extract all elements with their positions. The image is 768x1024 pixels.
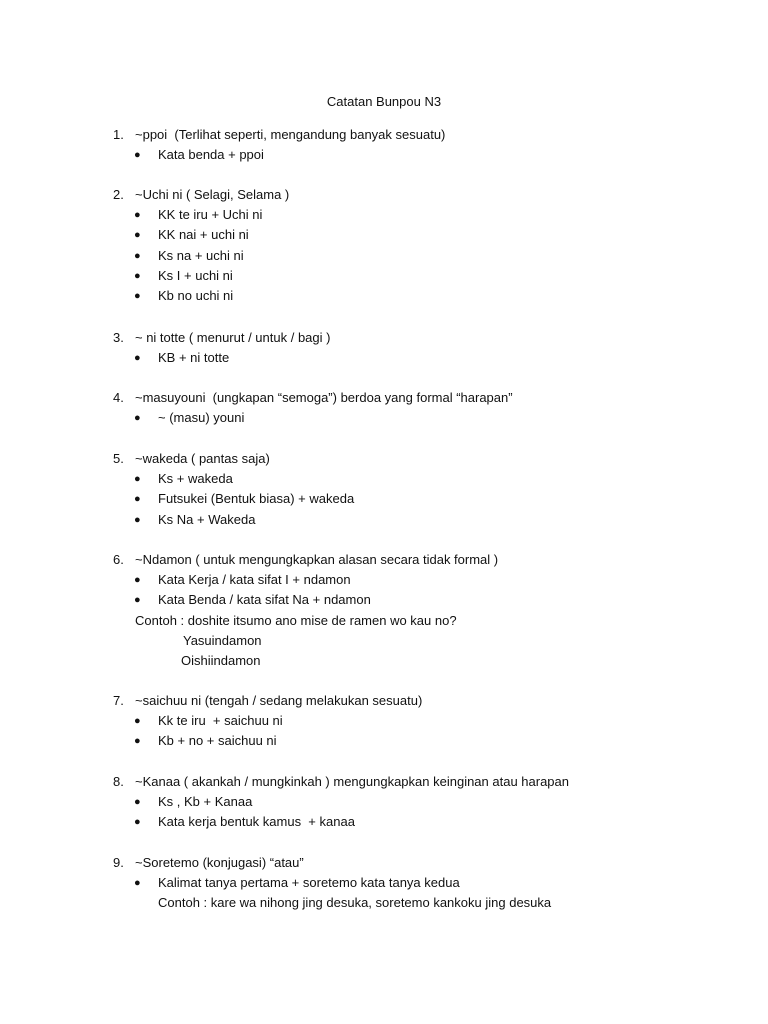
section-heading: ~saichuu ni (tengah / sedang melakukan sesuatu) xyxy=(135,693,423,708)
section-number: 6. xyxy=(113,552,124,567)
bullet-text: KK te iru + Uchi ni xyxy=(158,207,263,223)
bullet-dot-icon: ● xyxy=(134,269,141,282)
bullet-item xyxy=(0,489,768,509)
section-number: 3. xyxy=(113,330,124,345)
section-heading-line xyxy=(0,853,768,873)
section-5 xyxy=(0,449,768,530)
section-heading-line xyxy=(0,550,768,570)
bullet-text: Kata benda + ppoi xyxy=(158,147,264,163)
bullet-dot-icon: ● xyxy=(134,209,141,222)
section-heading-line xyxy=(0,328,768,348)
bullet-dot-icon: ● xyxy=(134,249,141,262)
bullet-text: Ks na + uchi ni xyxy=(158,247,244,263)
bullet-item xyxy=(0,225,768,245)
section-9 xyxy=(0,853,768,914)
section-1 xyxy=(0,125,768,165)
bullet-dot-icon: ● xyxy=(134,574,141,587)
bullet-item xyxy=(0,145,768,165)
example-line xyxy=(0,611,768,631)
section-heading: ~ppoi (Terlihat seperti, mengandung banyak sesuatu) xyxy=(135,127,446,142)
section-6 xyxy=(0,550,768,671)
bullet-text: Ks I + uchi ni xyxy=(158,267,233,283)
example-line xyxy=(0,651,768,671)
bullet-text: Futsukei (Bentuk biasa) + wakeda xyxy=(158,491,355,507)
bullet-item xyxy=(0,792,768,812)
bullet-item xyxy=(0,286,768,306)
bullet-dot-icon: ● xyxy=(134,412,141,425)
bullet-item xyxy=(0,510,768,530)
bullet-dot-icon: ● xyxy=(134,594,141,607)
section-7 xyxy=(0,691,768,752)
section-heading: ~Uchi ni ( Selagi, Selama ) xyxy=(135,187,290,202)
bullet-text: Kb no uchi ni xyxy=(158,287,234,303)
bullet-item xyxy=(0,873,768,893)
bullet-item xyxy=(0,246,768,266)
section-2 xyxy=(0,185,768,306)
section-heading: ~Soretemo (konjugasi) “atau” xyxy=(135,855,304,870)
bullet-text: Kata Kerja / kata sifat I + ndamon xyxy=(158,572,351,588)
bullet-dot-icon: ● xyxy=(134,289,141,302)
bullet-text: Kb + no + saichuu ni xyxy=(158,733,277,749)
bullet-dot-icon: ● xyxy=(134,877,141,890)
bullet-dot-icon: ● xyxy=(134,149,141,162)
bullet-text: Ks , Kb + Kanaa xyxy=(158,794,253,810)
bullet-dot-icon: ● xyxy=(134,735,141,748)
section-4 xyxy=(0,388,768,428)
bullet-text: Kk te iru + saichuu ni xyxy=(158,713,283,729)
example-line xyxy=(0,631,768,651)
section-number: 9. xyxy=(113,855,124,870)
bullet-dot-icon: ● xyxy=(134,352,141,365)
bullet-item xyxy=(0,570,768,590)
bullet-item xyxy=(0,469,768,489)
bullet-dot-icon: ● xyxy=(134,513,141,526)
bullet-text: Ks + wakeda xyxy=(158,471,233,487)
example-text: Contoh : kare wa nihong jing desuka, soretemo kankoku jing desuka xyxy=(158,895,552,911)
section-heading-line xyxy=(0,125,768,145)
section-heading-line xyxy=(0,449,768,469)
bullet-item xyxy=(0,590,768,610)
bullet-dot-icon: ● xyxy=(134,473,141,486)
bullet-text: Kata Benda / kata sifat Na + ndamon xyxy=(158,592,371,608)
bullet-item xyxy=(0,812,768,832)
section-number: 4. xyxy=(113,390,124,405)
bullet-text: Kata kerja bentuk kamus + kanaa xyxy=(158,814,355,830)
section-heading-line xyxy=(0,185,768,205)
document-title: Catatan Bunpou N3 xyxy=(326,94,442,109)
section-heading: ~ ni totte ( menurut / untuk / bagi ) xyxy=(135,330,331,345)
bullet-text: Ks Na + Wakeda xyxy=(158,511,256,527)
section-3 xyxy=(0,328,768,368)
section-heading: ~wakeda ( pantas saja) xyxy=(135,451,270,466)
section-8 xyxy=(0,772,768,833)
section-heading: ~masuyouni (ungkapan “semoga”) berdoa yang formal “harapan” xyxy=(135,390,513,405)
example-text: Contoh : doshite itsumo ano mise de ramen wo kau no? xyxy=(135,612,457,628)
section-heading-line xyxy=(0,388,768,408)
bullet-dot-icon: ● xyxy=(134,493,141,506)
section-heading: ~Kanaa ( akankah / mungkinkah ) mengungkapkan keinginan atau harapan xyxy=(135,774,570,789)
bullet-dot-icon: ● xyxy=(134,816,141,829)
section-heading-line xyxy=(0,691,768,711)
section-heading-line xyxy=(0,772,768,792)
bullet-item xyxy=(0,711,768,731)
bullet-dot-icon: ● xyxy=(134,715,141,728)
bullet-dot-icon: ● xyxy=(134,229,141,242)
bullet-dot-icon: ● xyxy=(134,796,141,809)
section-number: 1. xyxy=(113,127,124,142)
example-text: Oishiindamon xyxy=(181,652,261,668)
bullet-item xyxy=(0,408,768,428)
bullet-item xyxy=(0,731,768,751)
section-number: 2. xyxy=(113,187,124,202)
example-text: Yasuindamon xyxy=(183,632,262,648)
section-number: 8. xyxy=(113,774,124,789)
bullet-item xyxy=(0,205,768,225)
section-number: 7. xyxy=(113,693,124,708)
bullet-text: ~ (masu) youni xyxy=(158,410,245,426)
bullet-item xyxy=(0,348,768,368)
section-number: 5. xyxy=(113,451,124,466)
bullet-item xyxy=(0,266,768,286)
bullet-text: KK nai + uchi ni xyxy=(158,227,249,243)
example-line xyxy=(0,893,768,913)
bullet-text: KB + ni totte xyxy=(158,350,230,366)
section-heading: ~Ndamon ( untuk mengungkapkan alasan secara tidak formal ) xyxy=(135,552,499,567)
bullet-text: Kalimat tanya pertama + soretemo kata tanya kedua xyxy=(158,875,460,891)
